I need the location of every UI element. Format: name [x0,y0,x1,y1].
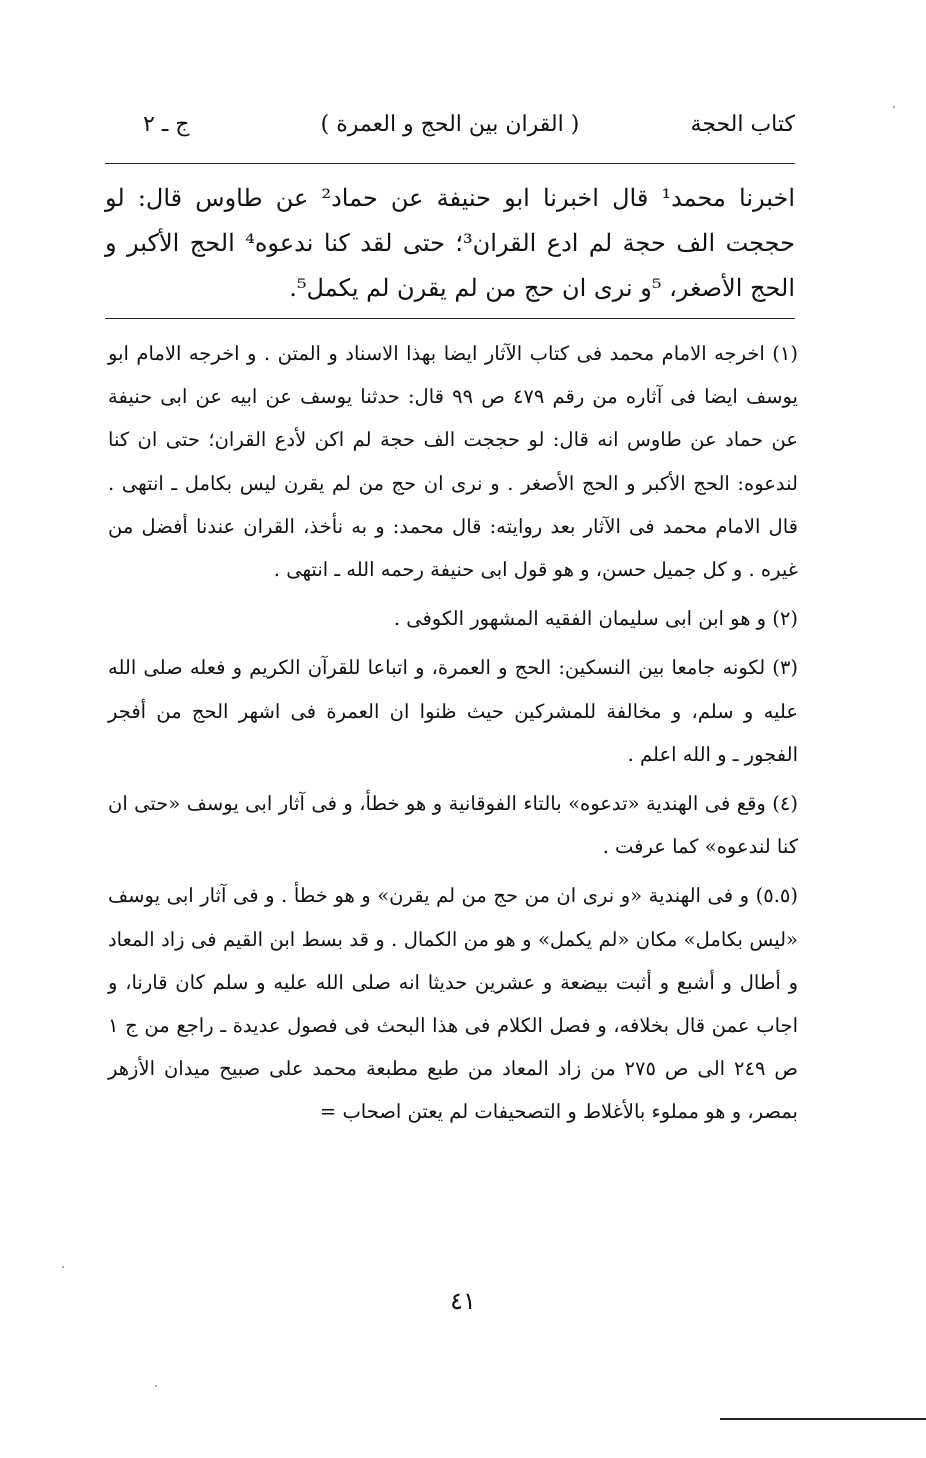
scan-speck [62,1266,64,1268]
scan-edge-line [720,1418,926,1420]
scan-speck [155,1385,157,1387]
main-text-block [105,176,795,311]
footnotes-block [108,332,798,1140]
footnote-5: (٥.٥) و فى الهندية «و نرى ان من حج من لم يقرن» و هو خطأ . و فى آثار ابى يوسف «ليس بكامل» مكان «لم يكمل» و هو من الكمال . و قد بسط ابن القيم فى زاد المعاد و أطال و أشبع و أثبت بيضعة و عشرين حديثا انه صلى الله عليه و سلم كان قارنا، و اجاب عمن قال بخلافه، و فصل الكلام فى هذا البحث فى فصول عديدة ـ راجع من ج ١ ص ٢٤٩ الى ص ٢٧٥ من زاد المعاد من طبع مطبعة محمد على صبيح ميدان الأزهر بمصر، و هو مملوء بالأغلاط و التصحيفات لم يعتن اصحاب = [108,884,798,1124]
footnote-1: (١) اخرجه الامام محمد فى كتاب الآثار ايضا بهذا الاسناد و المتن . و اخرجه الامام ابو يوسف ايضا فى آثاره من رقم ٤٧٩ ص ٩٩ قال: حدثنا يوسف عن ابيه عن ابى حنيفة عن حماد عن طاوس انه قال: لو حججت الف حجة لم اكن لأدع القران؛ حتى ان كنا لندعوه: الحج الأكبر و الحج الأصغر . و نرى ان حج من لم يقرن ليس بكامل ـ انتهى . قال الامام محمد فى الآثار بعد روايته: قال محمد: و به نأخذ، القران عندنا أفضل من غيره . و كل جميل حسن، و هو قول ابى حنيفة رحمه الله ـ انتهى . [108,342,798,582]
footnote-3: (٣) لكونه جامعا بين النسكين: الحج و العمرة، و اتباعا للقرآن الكريم و فعله صلى الله عليه و سلم، و مخالفة للمشركين حيث ظنوا ان العمرة فى اشهر الحج من أفجر الفجور ـ و الله اعلم . [108,656,798,766]
footnote-separator [105,318,795,319]
book-title: كتاب الحجة [690,112,795,137]
header-rule [105,163,795,164]
footnote-2: (٢) و هو ابن ابى سليمان الفقيه المشهور الكوفى . [393,607,798,631]
main-paragraph: اخبرنا محمد¹ قال اخبرنا ابو حنيفة عن حماد² عن طاوس قال: لو حججت الف حجة لم ادع القران³؛ حتى لقد كنا ندعوه⁴ الحج الأكبر و الحج الأصغر، ⁵و نرى ان حج من لم يقرن لم يكمل⁵. [105,184,795,302]
volume-number: ج ـ ٢ [143,112,190,137]
running-header [105,108,795,152]
page-number: ٤١ [450,1287,476,1315]
chapter-title: ( القران بين الحج و العمرة ) [320,112,580,137]
scan-speck [893,106,895,108]
footnote-4: (٤) وقع فى الهندية «تدعوه» بالتاء الفوقانية و هو خطأ، و فى آثار ابى يوسف «حتى ان كنا لندعوه» كما عرفت . [108,792,798,859]
